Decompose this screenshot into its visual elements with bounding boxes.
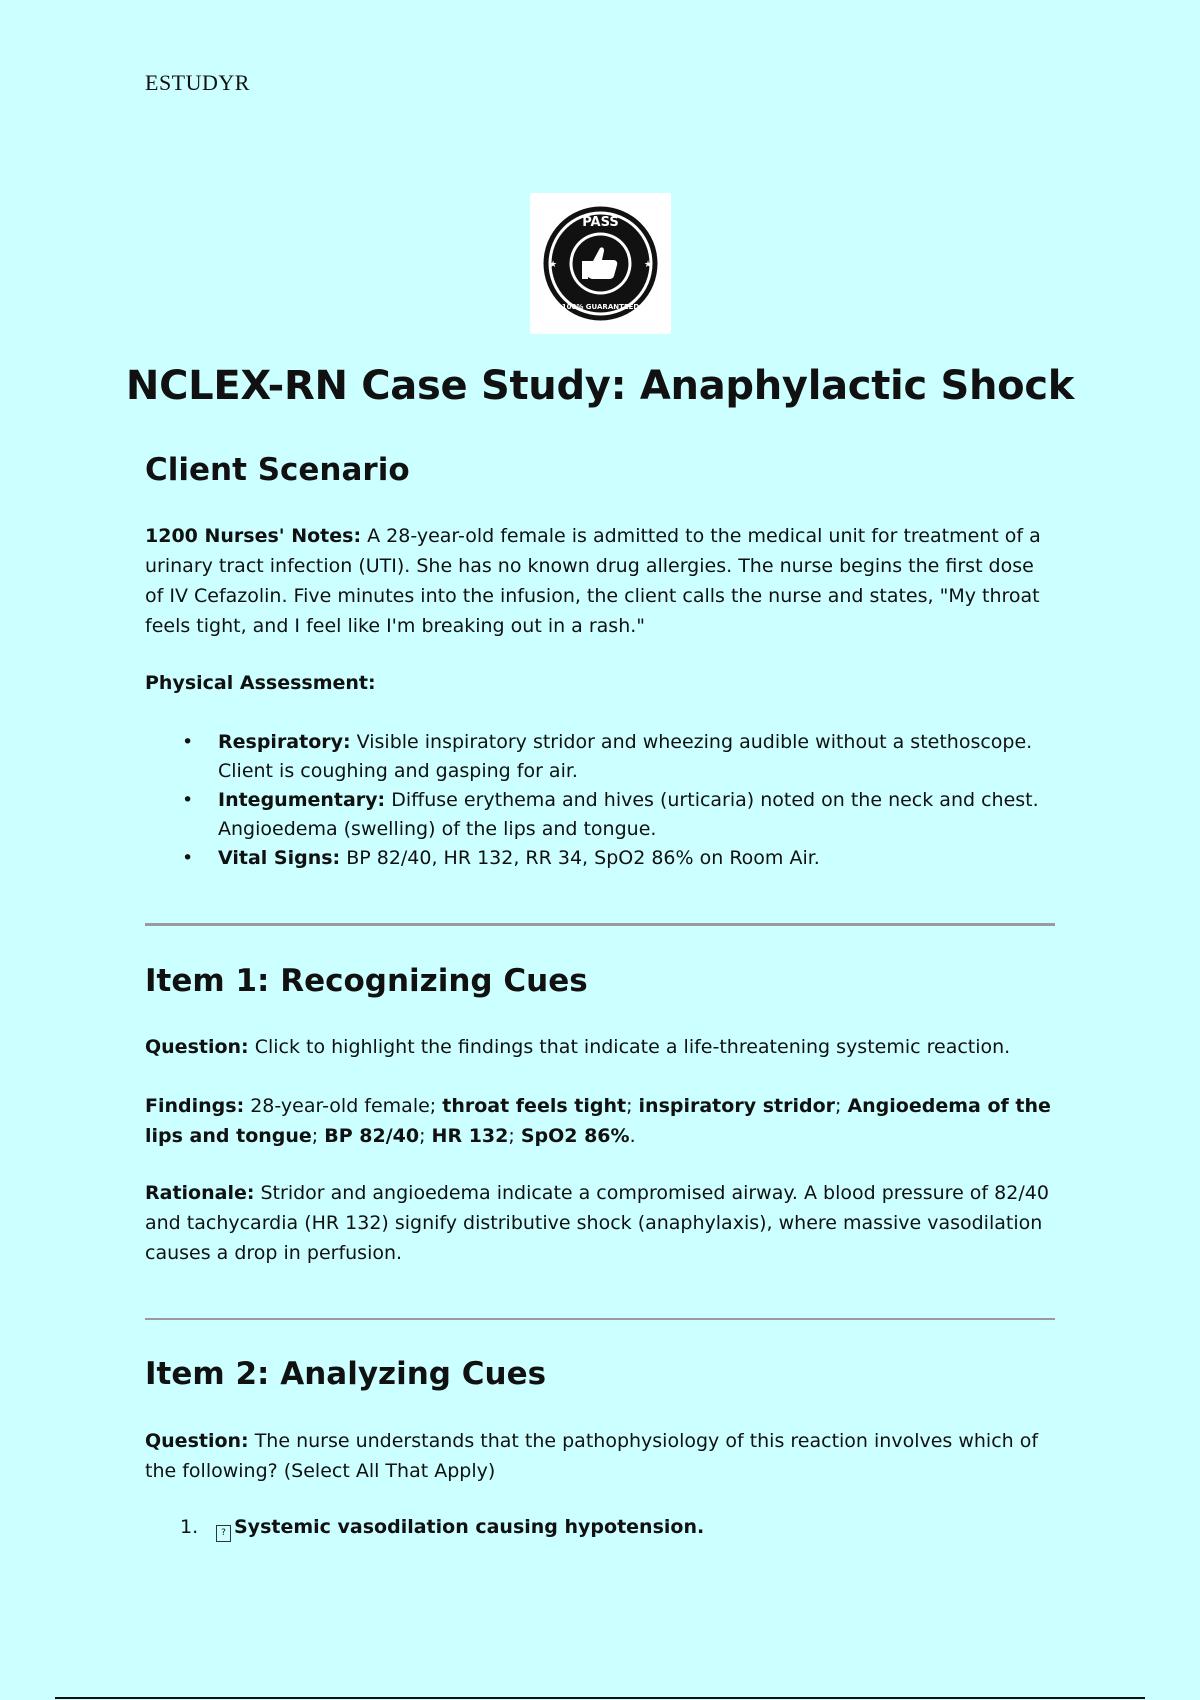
- page-footer-rule: [55, 1697, 1145, 1699]
- item1-section: [145, 963, 1055, 999]
- svg-text:★: ★: [548, 260, 558, 270]
- finding-highlight: SpO2 86%: [520, 1125, 630, 1147]
- option-checkbox[interactable]: ?: [216, 1525, 231, 1542]
- assessment-list: [145, 728, 1055, 873]
- assessment-item-text: Diffuse erythema and hives (urticaria) noted on the neck and chest. Angioedema (swelling) of the lips and tongue.: [218, 789, 1039, 840]
- item1-question-text: Click to highlight the findings that indicate a life-threatening systemic reaction.: [248, 1036, 1011, 1058]
- assessment-item-vital-signs: [145, 844, 1055, 873]
- finding-highlight: throat feels tight: [442, 1095, 627, 1117]
- seal-icon: [530, 193, 671, 334]
- assessment-list-block: [145, 728, 1055, 873]
- finding-highlight: Angioedema of the lips and tongue: [145, 1095, 1051, 1147]
- nurses-notes-label: 1200 Nurses' Notes:: [145, 525, 362, 547]
- assessment-item-text: BP 82/40, HR 132, RR 34, SpO2 86% on Room Air.: [340, 847, 820, 869]
- finding-separator: ;: [419, 1125, 432, 1147]
- seal-top-text: PASS: [582, 215, 619, 230]
- brand-name: ESTUDYR: [145, 70, 250, 95]
- item1-rationale-label: Rationale:: [145, 1182, 255, 1204]
- item2-question-paragraph: [145, 1426, 1055, 1486]
- finding-highlight: inspiratory stridor: [638, 1095, 835, 1117]
- bullet-icon: •: [182, 731, 194, 753]
- client-scenario-heading: Client Scenario: [145, 452, 410, 488]
- finding-text: 28-year-old female;: [244, 1095, 443, 1117]
- svg-text:★: ★: [643, 260, 653, 270]
- assessment-item-text: Visible inspiratory stridor and wheezing audible without a stethoscope. Client is coughing and gasping for air.: [218, 731, 1033, 782]
- item1-findings-label: Findings:: [145, 1095, 245, 1117]
- section-divider: [145, 923, 1055, 926]
- assessment-item-label: Vital Signs:: [218, 847, 341, 869]
- pass-guaranteed-logo: [530, 193, 671, 334]
- page-title: NCLEX-RN Case Study: Anaphylactic Shock: [125, 363, 1075, 409]
- item2-question-label: Question:: [145, 1430, 249, 1452]
- assessment-item-integumentary: [145, 786, 1055, 844]
- assessment-item-respiratory: [145, 728, 1055, 786]
- finding-separator: ;: [835, 1095, 848, 1117]
- item1-rationale-text: Stridor and angioedema indicate a compromised airway. A blood pressure of 82/40 and tachycardia (HR 132) signify distributive shock (anaphylaxis), where massive vasodilation causes a drop in perfusion.: [145, 1182, 1049, 1264]
- section-divider: [145, 1318, 1055, 1320]
- item1-heading: Item 1: Recognizing Cues: [145, 963, 588, 999]
- finding-highlight: BP 82/40: [324, 1125, 420, 1147]
- finding-separator: ;: [311, 1125, 325, 1147]
- item2-question-text: The nurse understands that the pathophysiology of this reaction involves which of the following? (Select All That Apply): [145, 1430, 1039, 1482]
- item1-findings-paragraph: [145, 1091, 1055, 1151]
- item2-heading: Item 2: Analyzing Cues: [145, 1356, 547, 1392]
- client-scenario-section: [145, 452, 1055, 488]
- assessment-item-label: Integumentary:: [218, 789, 386, 811]
- nurses-notes-text: A 28-year-old female is admitted to the medical unit for treatment of a urinary tract infection (UTI). She has no known drug allergies. The nurse begins the first dose of IV Cefazolin. Five minutes into the infusion, the client calls the nurse and states, "My throat feels tight, and I feel like I'm breaking out in a rash.": [145, 525, 1041, 637]
- nurses-notes-paragraph: [145, 521, 1055, 641]
- finding-highlight: HR 132: [431, 1125, 509, 1147]
- bullet-icon: •: [182, 789, 194, 811]
- option-number: 1.: [180, 1516, 199, 1538]
- physical-assessment-label-block: [145, 668, 1055, 698]
- option-text: Systemic vasodilation causing hypotension.: [234, 1516, 705, 1538]
- bullet-icon: •: [182, 847, 194, 869]
- item2-section: [145, 1356, 1055, 1392]
- item2-option-1[interactable]: [180, 1512, 704, 1542]
- seal-bottom-text: 100% GUARANTEED: [561, 303, 640, 311]
- physical-assessment-label: Physical Assessment:: [145, 672, 376, 694]
- finding-separator: ;: [626, 1095, 639, 1117]
- item1-rationale-paragraph: [145, 1178, 1055, 1268]
- finding-separator: ;: [508, 1125, 521, 1147]
- finding-end: .: [629, 1125, 636, 1147]
- assessment-item-label: Respiratory:: [218, 731, 351, 753]
- item1-question-label: Question:: [145, 1036, 249, 1058]
- item1-question-paragraph: [145, 1032, 1055, 1062]
